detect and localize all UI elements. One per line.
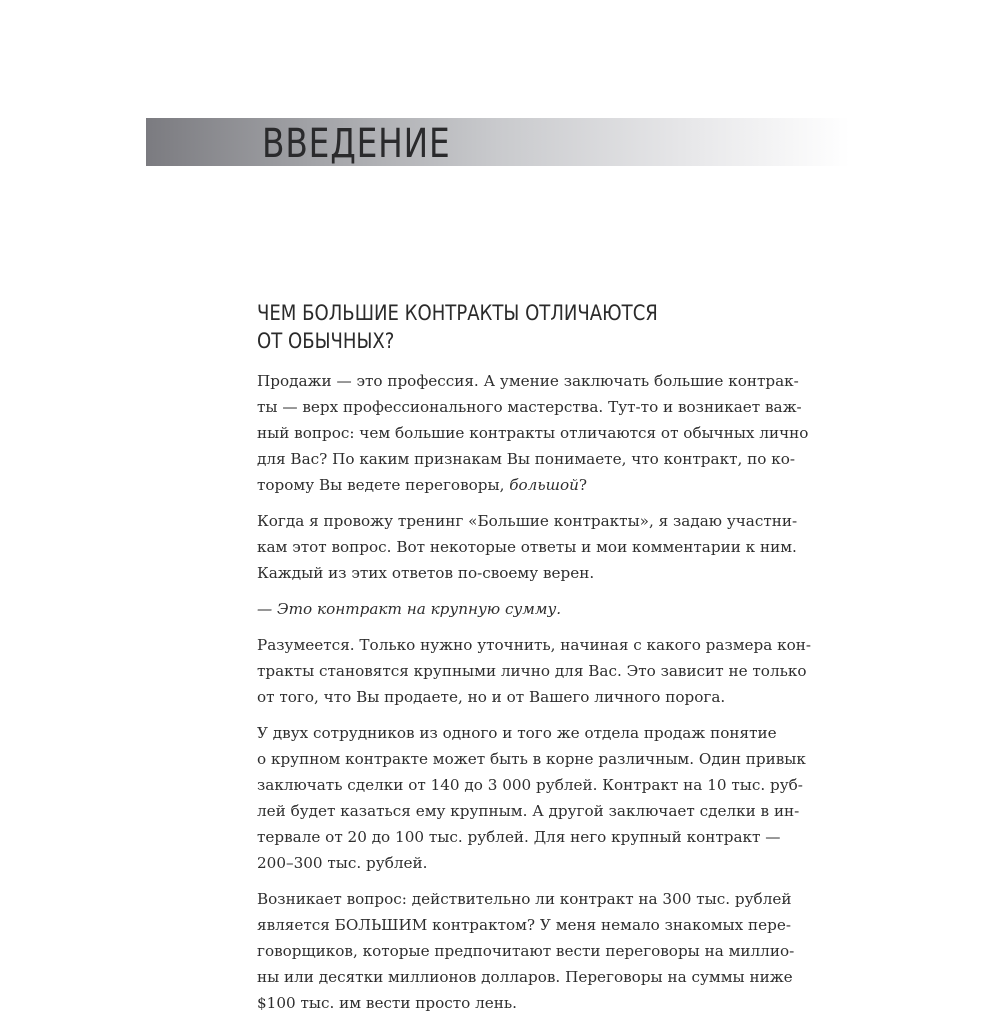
paragraph: [257, 368, 809, 498]
text: ?: [578, 476, 588, 494]
text-line: Продажи — это профессия. А умение заключать большие контрак-: [257, 372, 799, 390]
text-line: говорщиков, которые предпочитают вести переговоры на миллио-: [257, 942, 795, 960]
text-line: Каждый из этих ответов по-своему верен.: [257, 564, 595, 582]
text-line: [257, 472, 745, 498]
paragraph: [257, 508, 798, 586]
body-text: [257, 368, 812, 1026]
italic-word: большой: [509, 476, 579, 494]
text-line: лей будет казаться ему крупным. А другой заключает сделки в ин-: [257, 802, 800, 820]
text-line: о крупном контракте может быть в корне различным. Один привык: [257, 750, 806, 768]
text-line: заключать сделки от 140 до 3 000 рублей. Контракт на 10 тыс. руб-: [257, 776, 803, 794]
italic-answer: — Это контракт на крупную сумму.: [257, 600, 562, 618]
text-line: для Вас? По каким признакам Вы понимаете, что контракт, по ко-: [257, 450, 795, 468]
chapter-title: ВВЕДЕНИЕ: [262, 121, 451, 167]
paragraph: [257, 886, 795, 1016]
text-line: Разумеется. Только нужно уточнить, начиная с какого размера кон-: [257, 636, 812, 654]
chapter-header-band: [146, 118, 850, 166]
text: торому Вы ведете переговоры,: [257, 476, 505, 494]
paragraph-answer: [257, 596, 745, 622]
text-line: кам этот вопрос. Вот некоторые ответы и мои комментарии к ним.: [257, 538, 797, 556]
text-line: тервале от 20 до 100 тыс. рублей. Для него крупный контракт —: [257, 828, 781, 846]
text-line: У двух сотрудников из одного и того же отдела продаж понятие: [257, 724, 777, 742]
text-line: ты — верх профессионального мастерства. Тут-то и возникает важ-: [257, 398, 802, 416]
text-line: является БОЛЬШИМ контрактом? У меня немало знакомых пере-: [257, 916, 791, 934]
paragraph: [257, 632, 812, 710]
text-line: ный вопрос: чем большие контракты отличаются от обычных лично: [257, 424, 809, 442]
section-heading-line-1: ЧЕМ БОЛЬШИЕ КОНТРАКТЫ ОТЛИЧАЮТСЯ: [257, 301, 658, 325]
text-line: 200–300 тыс. рублей.: [257, 854, 428, 872]
text-line: ны или десятки миллионов долларов. Переговоры на суммы ниже: [257, 968, 793, 986]
text-line: Возникает вопрос: действительно ли контракт на 300 тыс. рублей: [257, 890, 792, 908]
text-line: Когда я провожу тренинг «Большие контракты», я задаю участни-: [257, 512, 798, 530]
text-line: тракты становятся крупными лично для Вас. Это зависит не только: [257, 662, 807, 680]
text-line: $100 тыс. им вести просто лень.: [257, 994, 518, 1012]
section-heading-line-2: ОТ ОБЫЧНЫХ?: [257, 329, 395, 353]
paragraph: [257, 720, 806, 876]
text-line: от того, что Вы продаете, но и от Вашего личного порога.: [257, 688, 726, 706]
